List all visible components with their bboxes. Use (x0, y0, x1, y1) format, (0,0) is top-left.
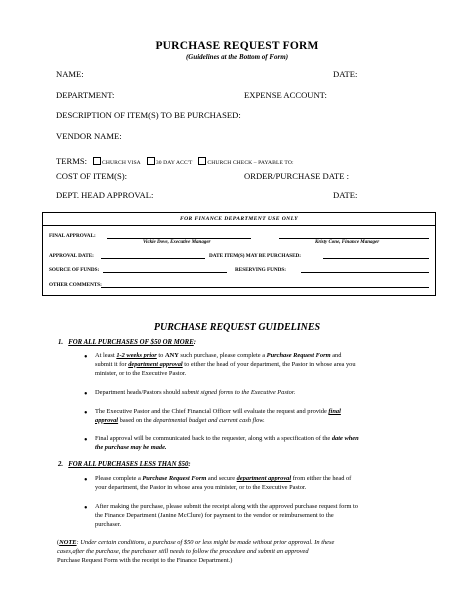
section-1-title: FOR ALL PURCHASES OF $50 OR MORE (68, 339, 194, 346)
description-label: DESCRIPTION OF ITEM(S) TO BE PURCHASED: (56, 110, 241, 120)
bullet-icon: • (84, 435, 88, 446)
final-approval-line-2[interactable] (279, 238, 429, 239)
s1-bullet-1: At least 1-2 weeks prior to ANY such purchase, please complete a Purchase Request Form and submit it for department approval to either the head of your department, the Pastor in whose area you minister, or to the Executive Pastor. (95, 352, 356, 377)
source-of-funds-label: SOURCE OF FUNDS: (49, 267, 100, 273)
section-2-heading (58, 461, 191, 468)
department-label: DEPARTMENT: (56, 90, 115, 100)
bullet-icon: • (84, 352, 88, 363)
bullet-icon: • (84, 475, 88, 486)
section-1-colon: : (193, 339, 197, 346)
guidelines-note: (NOTE: Under certain conditions, a purchase of $50 or less might be made without prior approval. In these cases,after the purchase, the purchaser still needs to follow the procedure and submit an approved Purchase Request Form with the receipt to the Finance Department.) (57, 539, 335, 564)
final-approval-line-1[interactable] (107, 238, 251, 239)
finance-manager-signature-label: Kristy Cone, Finance Manager (315, 240, 380, 245)
finance-heading: FOR FINANCE DEPARTMENT USE ONLY (179, 216, 299, 222)
s2-bullet-2: After making the purchase, please submit the receipt along with the approved purchase request form to the Finance Department (Janine McClure) for payment to the vendor or reimbursement to the purchaser. (95, 503, 358, 528)
form-subtitle: (Guidelines at the Bottom of Form) (185, 53, 289, 61)
approval-date-label: APPROVAL DATE: (49, 253, 94, 259)
dept-head-approval-label: DEPT. HEAD APPROVAL: (56, 190, 154, 200)
finance-section (42, 212, 436, 296)
church-visa-checkbox[interactable] (93, 157, 101, 165)
name-label: NAME: (56, 69, 84, 79)
order-date-label: ORDER/PURCHASE DATE : (244, 171, 350, 181)
30-day-account-option: 30 DAY ACC'T (155, 160, 193, 166)
cost-label: COST OF ITEM(S): (56, 171, 127, 181)
guidelines-title: PURCHASE REQUEST GUIDELINES (153, 322, 321, 333)
s1-bullet-3: The Executive Pastor and the Chief Financial Officer will evaluate the request and provide final approval based on the departmental budget and current cash flow. (95, 408, 341, 424)
section-1-number: 1. (58, 339, 64, 346)
reserving-funds-line[interactable] (301, 272, 429, 273)
terms-row (56, 151, 294, 169)
other-comments-line[interactable] (101, 287, 429, 288)
source-of-funds-line[interactable] (103, 272, 227, 273)
bullet-icon: • (84, 389, 88, 400)
final-approval-label: FINAL APPROVAL: (49, 233, 96, 239)
section-1-heading (58, 339, 196, 346)
other-comments-label: OTHER COMMENTS: (49, 282, 102, 288)
date-items-purchased-label: DATE ITEM(S) MAY BE PURCHASED: (209, 253, 302, 259)
church-visa-option: CHURCH VISA (102, 160, 141, 166)
expense-account-label: EXPENSE ACCOUNT: (244, 90, 327, 100)
approval-date-line[interactable] (101, 258, 205, 259)
s2-bullet-1: Please complete a Purchase Request Form and secure department approval from either the head of your department, the Pastor in whose area you minister, or to the Executive Pastor. (95, 475, 352, 491)
date-label-2: DATE: (333, 190, 358, 200)
terms-label: TERMS: (56, 156, 88, 166)
bullet-icon: • (84, 408, 88, 419)
executive-manager-signature-label: Vickie Dove, Executive Manager (143, 240, 211, 245)
30-day-account-checkbox[interactable] (147, 157, 155, 165)
reserving-funds-label: RESERVING FUNDS: (235, 267, 286, 273)
section-2-number: 2. (58, 461, 64, 468)
section-2-title: FOR ALL PURCHASES LESS THAN $50 (68, 461, 189, 468)
s1-bullet-2: Department heads/Pastors should submit signed forms to the Executive Pastor. (95, 389, 296, 396)
church-check-option: CHURCH CHECK – PAYABLE TO: (207, 160, 294, 166)
bullet-icon: • (84, 503, 88, 514)
date-label: DATE: (333, 69, 358, 79)
finance-divider (43, 225, 435, 226)
church-check-checkbox[interactable] (198, 157, 206, 165)
date-items-purchased-line[interactable] (323, 258, 429, 259)
s1-bullet-4: Final approval will be communicated back to the requester, along with a specification of the date when the purchase may be made. (95, 435, 359, 451)
form-title: PURCHASE REQUEST FORM (155, 40, 319, 52)
vendor-label: VENDOR NAME: (56, 131, 122, 141)
section-2-colon: : (188, 461, 191, 468)
